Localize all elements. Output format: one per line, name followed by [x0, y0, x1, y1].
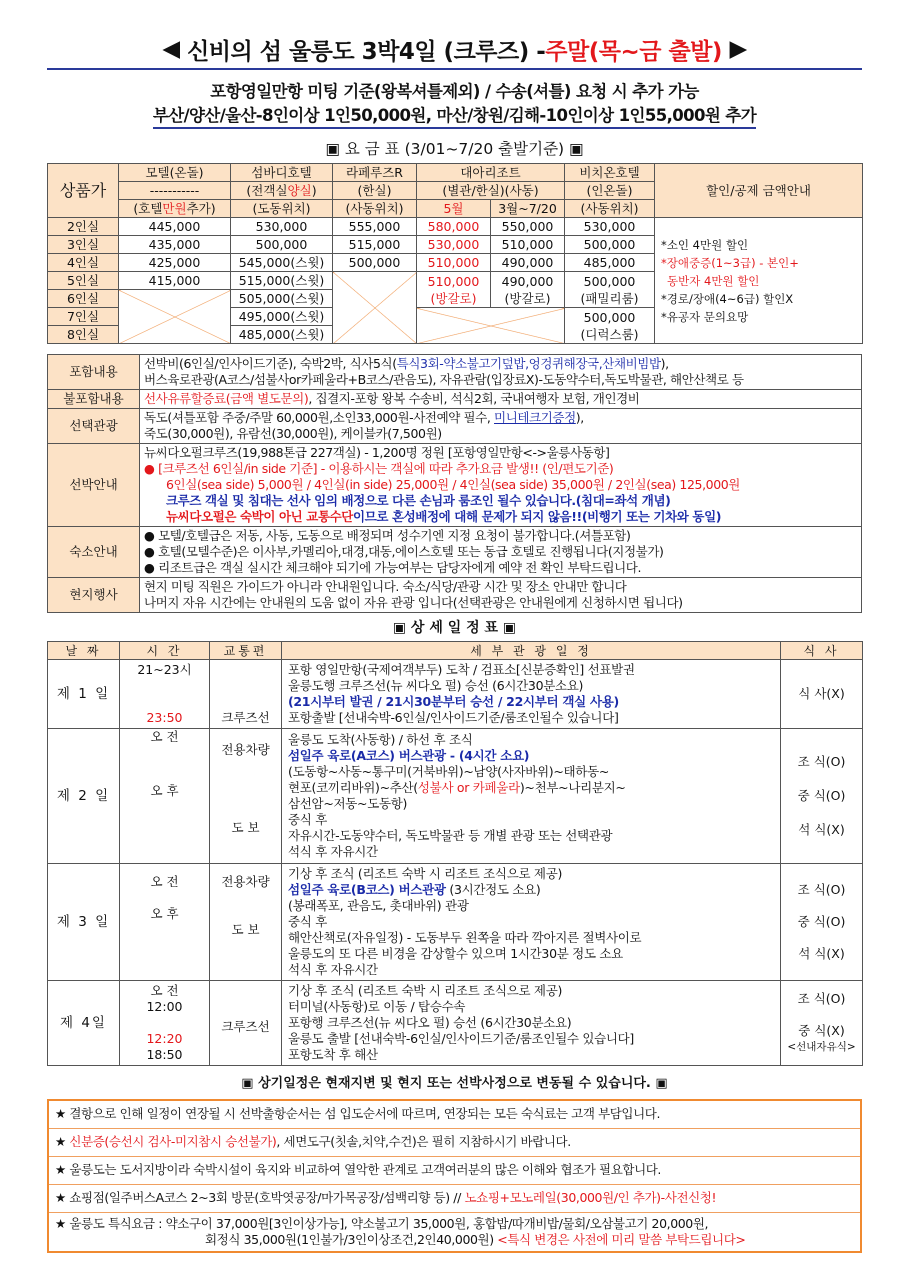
schedule-day-1: 제 1 일 21~23시 23:50 크루즈선 포항 영일만항(국제여객부두) 도착 / 검표소[신분증확인] 선표발권 울릉도행 크루즈선(뉴 씨다오 펄) 승선 (6시간30분소요) (21시부터 발권 / 21시30분부터 승선 / 22시부터 객실 사용) 포항출발 [선내숙박-6인실/인사이드기준/룸조인될수 있습니다] 식 사(X) — [48, 660, 863, 729]
table-row: 5인실 415,000 515,000(스윗) 510,000 (방갈로) 490,000 (방갈로) 500,000 (패밀리룸) — [48, 272, 863, 290]
subtitle-meeting: 포항영일만항 미팅 기준(왕복셔틀제외) / 수송(셔틀) 요청 시 추가 가능 — [210, 82, 699, 101]
price-table — [47, 163, 863, 344]
note-2: ★ 신분증(승선시 검사-미지참시 승선불가), 세면도구(칫솔,치약,수건)은 필히 지참하시기 바랍니다. — [48, 1128, 861, 1156]
option-text: 독도(셔틀포함 주중/주말 60,000원,소인33,000원-사전예약 필수, 미니테크기증정), 죽도(30,000원), 유람선(30,000원), 케이블카(7,500원) — [140, 409, 862, 444]
discount-info: *소인 4만원 할인 *장애중증(1~3급) - 본인+ 동반자 4만원 할인 *경로/장애(4~6급) 할인X *유공자 문의요망 — [655, 218, 863, 344]
header-sunbadi-sub: (전객실양실) — [231, 182, 333, 200]
schedule-section-title: ▣ 상 세 일 정 표 ▣ — [392, 620, 517, 636]
info-table — [47, 354, 862, 613]
notes-box — [47, 1099, 862, 1253]
note-1: ★ 결항으로 인해 일정이 연장될 시 선박출항순서는 섬 입도순서에 따르며, 연장되는 모든 숙식료는 고객 부담입니다. — [48, 1100, 861, 1128]
right-arrow-icon: ▶ — [729, 36, 747, 62]
table-row: 2인실 445,000 530,000 555,000 580,000 550,000 530,000 *소인 4만원 할인 *장애중증(1~3급) - 본인+ 동반자 4만원 할인 *경로/장애(4~6급) 할인X *유공자 문의요망 — [48, 218, 863, 236]
header-time: 시 간 — [120, 642, 210, 660]
include-text: 선박비(6인실/인사이드기준), 숙박2박, 식사5식(특식3회-약소불고기덮밥,엉겅퀴해장국,산채비빔밥), 버스육로관광(A코스/섬불사or카페울라+B코스/관음도), 자유관람(입장료X)-도동약수터,독도박물관, 해안산책로 등 — [140, 355, 862, 390]
header-daea: 대아리조트 — [417, 164, 565, 182]
exclude-label: 불포함내용 — [48, 390, 140, 409]
header-meal: 식 사 — [781, 642, 863, 660]
schedule-notice: ▣ 상기일정은 현재지변 및 현지 또는 선박사정으로 변동될 수 있습니다. ▣ — [241, 1076, 668, 1091]
ship-text: 뉴씨다오펄크루즈(19,988톤급 227객실) - 1,200명 정원 [포항영일만항<->울릉사동항] ● [크루즈선 6인실/in side 기준] - 이용하시는 객실에 따라 추가요금 발생!! (인/편도기준) 6인실(sea side) 5,000원 / 4인실(in side) 25,000원 / 4인실(sea side) 35,000원 / 2인실(sea) 125,000원 크루즈 객실 및 침대는 선사 임의 배정으로 다른 손님과 룸조인 될수 있습니다.(침대=좌석 개념) 뉴씨다오펄은 숙박이 아닌 교통수단이므로 혼성배정에 대해 문제가 되지 않음!!(비행기 또는 기차와 동일) — [140, 444, 862, 527]
include-label: 포함내용 — [48, 355, 140, 390]
header-daea-may: 5월 — [417, 200, 491, 218]
option-label: 선택관광 — [48, 409, 140, 444]
empty-cell — [119, 290, 231, 344]
ship-label: 선박안내 — [48, 444, 140, 527]
header-sunbadi-loc: (도동위치) — [231, 200, 333, 218]
page — [47, 30, 862, 1253]
header-daea-mar: 3월~7/20 — [491, 200, 565, 218]
header-beach: 비치온호텔 — [565, 164, 655, 182]
schedule-day-2: 제 2 일 오 전 오 후 전용차량 도 보 울릉도 도착(사동항) / 하선 후 조식 섬일주 육로(A코스) 버스관광 - (4시간 소요) (도동항~사동~통구미(거북바위)~남양(사자바위)~태하동~ 현포(코끼리바위)~추산(성불사 or 카페울라)~천부~나리분지~ 삼선암~저동~도동항) 중식 후 자유시간-도동약수터, 독도박물관 등 개별 관광 또는 선택관광 석식 후 자유시간 조 식(O) 중 식(O) 석 식(X) — [48, 729, 863, 864]
header-trans: 교통편 — [210, 642, 282, 660]
left-arrow-icon: ◀ — [162, 36, 180, 62]
header-daea-sub: (별관/한실)(사동) — [417, 182, 565, 200]
page-title — [47, 30, 862, 70]
local-text: 현지 미팅 직원은 가이드가 아니라 안내원입니다. 숙소/식당/관광 시간 및 장소 안내만 합니다 나머지 자유 시간에는 안내원의 도움 없이 자유 관광 입니다(선택관광은 안내원에게 신청하시면 됩니다) — [140, 578, 862, 613]
header-lapy: 라페루즈R — [333, 164, 417, 182]
table-row: 6인실 505,000(스윗) — [48, 290, 863, 308]
table-row: 8인실 485,000(스윗) — [48, 326, 863, 344]
header-discount: 할인/공제 금액안내 — [655, 164, 863, 218]
header-motel-note: (호텔만원추가) — [119, 200, 231, 218]
subtitle-shuttle: 부산/양산/울산-8인이상 1인50,000원, 마산/창원/김해-10인이상 1인55,000원 추가 — [153, 102, 756, 129]
note-3: ★ 울릉도는 도서지방이라 숙박시설이 육지와 비교하여 열악한 관계로 고객여러분의 많은 이해와 협조가 필요합니다. — [48, 1156, 861, 1184]
stay-label: 숙소안내 — [48, 527, 140, 578]
header-lapy-sub: (한실) — [333, 182, 417, 200]
header-detail: 세 부 관 광 일 정 — [282, 642, 781, 660]
stay-text: ● 모텔/호텔급은 저동, 사동, 도동으로 배정되며 성수기엔 지정 요청이 불가합니다.(셔틀포함) ● 호텔(모텔수준)은 이사부,카멜리아,대경,대동,에이스호텔 또는 동급 호텔로 진행됩니다(지정불가) ● 리조트급은 객실 실시간 체크해야 되기에 가능여부는 담당자에게 예약 전 확인 부탁드립니다. — [140, 527, 862, 578]
header-beach-sub: (인온돌) — [565, 182, 655, 200]
header-product: 상품가 — [48, 164, 119, 218]
note-4: ★ 쇼핑점(일주버스A코스 2~3회 방문(호박엿공장/마가목공장/섬백리향 등) // 노쇼핑+모노레일(30,000원/인 추가)-사전신청! — [48, 1184, 861, 1212]
header-motel-sep: ----------- — [119, 182, 231, 200]
schedule-day-4: 제 4일 오 전 12:00 12:20 18:50 크루즈선 기상 후 조식 (리조트 숙박 시 리조트 조식으로 제공) 터미널(사동항)로 이동 / 탑승수속 포항행 크루즈선(뉴 씨다오 펄) 승선 (6시간30분소요) 울릉도 출발 [선내숙박-6인실/인사이드기준/룸조인될수 있습니다] 포항도착 후 해산 조 식(O) 중 식(X) <선내자유식> — [48, 981, 863, 1066]
header-sunbadi: 섬바디호텔 — [231, 164, 333, 182]
exclude-text: 선사유류할증료(금액 별도문의), 집결지-포항 왕복 수송비, 석식2회, 국내여행자 보험, 개인경비 — [140, 390, 862, 409]
schedule-table — [47, 641, 863, 1066]
header-beach-loc: (사동위치) — [565, 200, 655, 218]
table-row: 7인실 495,000(스윗) 500,000 (디럭스룸) — [48, 308, 863, 326]
empty-cell — [417, 308, 565, 344]
title-highlight: 주말(목~금 출발) — [545, 38, 722, 65]
table-row: 4인실 425,000 545,000(스윗) 500,000 510,000 490,000 485,000 — [48, 254, 863, 272]
header-motel: 모텔(온돌) — [119, 164, 231, 182]
title-main: 신비의 섬 울릉도 3박4일 (크루즈) - — [187, 38, 546, 65]
local-label: 현지행사 — [48, 578, 140, 613]
table-row: 3인실 435,000 500,000 515,000 530,000 510,000 500,000 — [48, 236, 863, 254]
price-section-title: ▣ 요 금 표 (3/01~7/20 출발기준) ▣ — [325, 140, 584, 158]
schedule-day-3: 제 3 일 오 전 오 후 전용차량 도 보 기상 후 조식 (리조트 숙박 시 리조트 조식으로 제공) 섬일주 육로(B코스) 버스관광 (3시간정도 소요) (봉래폭포, 관음도, 촛대바위) 관광 중식 후 해안산책로(자유일정) - 도동부두 왼쪽을 따라 깍아지른 절벽사이로 울릉도의 또 다른 비경을 감상할수 있으며 1시간30분 정도 소요 석식 후 자유시간 조 식(O) 중 식(O) 석 식(X) — [48, 864, 863, 981]
header-day: 날 짜 — [48, 642, 120, 660]
note-5: ★ 울릉도 특식요금 : 약소구이 37,000원[3인이상가능], 약소불고기 35,000원, 홍합밥/따개비밥/물회/오삼불고기 20,000원, 회정식 35,000원(1인불가/3인이상조건,2인40,000원) <특식 변경은 사전에 미리 말씀 부탁드립니다> — [48, 1212, 861, 1252]
empty-cell — [333, 272, 417, 344]
header-lapy-loc: (사동위치) — [333, 200, 417, 218]
